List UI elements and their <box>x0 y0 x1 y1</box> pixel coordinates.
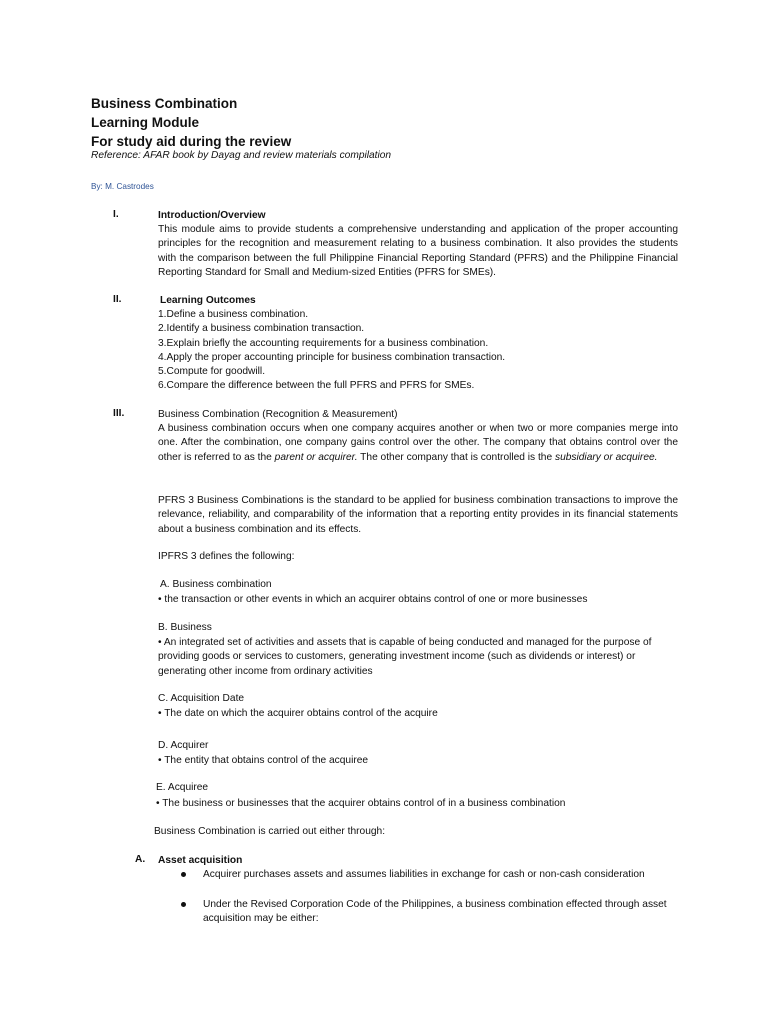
list-item: 2.Identify a business combination transaction. <box>158 323 365 335</box>
section-3-paragraph-2: PFRS 3 Business Combinations is the standard to be applied for business combination transactions to improve the relevance, reliability, and comparability of the information that a reporting entity provides in its financial statements about a business combination and its effects. <box>158 495 678 535</box>
subsection-a-letter: A. <box>135 854 146 865</box>
list-item: 5.Compute for goodwill. <box>158 366 266 378</box>
doc-title-line-2: Learning Module <box>91 115 199 130</box>
list-item: Acquirer purchases assets and assumes liabilities in exchange for cash or non-cash consideration <box>203 869 645 880</box>
section-1-text: This module aims to provide students a comprehensive understanding and application of the proper accounting principles for the recognition and measurement relating to a business combination. It also provides the students with the comparison between the full Philippine Financial Reporting Standard (PFRS) and the Philippine Financial Reporting Standard for Small and Medium-sized Entities (PFRS for SMEs). <box>158 224 678 278</box>
section-2-numeral: II. <box>113 294 122 305</box>
section-3-heading: Business Combination (Recognition & Measurement) <box>158 409 398 420</box>
definition-text-e: • The business or businesses that the acquirer obtains control of in a business combination <box>156 798 566 809</box>
section-3-paragraph-1: A business combination occurs when one company acquires another or when two or more companies merge into one. After the combination, one company gains control over the other. The company that obtains control over the other is referred to as the parent or acquirer. The other company that is controlled is the subsidiary or acquiree. <box>158 423 678 463</box>
reference-line: Reference: AFAR book by Dayag and review materials compilation <box>91 150 392 161</box>
section-3-paragraph-4: Business Combination is carried out either through: <box>154 826 386 837</box>
section-2-heading: Learning Outcomes <box>160 295 256 306</box>
bullet-icon <box>181 872 186 877</box>
definition-text-b: • An integrated set of activities and assets that is capable of being conducted and managed for the purpose of providing goods or services to customers, generating investment income (such as dividends or interest) or generating other income from ordinary activities <box>158 637 652 677</box>
definition-label-b: B. Business <box>158 622 212 633</box>
doc-title-line-3: For study aid during the review <box>91 134 292 149</box>
definition-label-a: A. Business combination <box>160 579 272 590</box>
definition-label-c: C. Acquisition Date <box>158 693 245 704</box>
doc-title-line-1: Business Combination <box>91 96 238 111</box>
definition-text-d: • The entity that obtains control of the acquiree <box>158 755 369 766</box>
section-1-heading: Introduction/Overview <box>158 210 266 221</box>
definition-label-e: E. Acquiree <box>156 782 209 793</box>
definition-text-c: • The date on which the acquirer obtains control of the acquire <box>158 708 438 719</box>
list-item: 1.Define a business combination. <box>158 309 309 320</box>
list-item: Under the Revised Corporation Code of the Philippines, a business combination effected through asset acquisition may be either: <box>203 899 667 925</box>
section-3-numeral: III. <box>113 408 125 419</box>
list-item: 4.Apply the proper accounting principle for business combination transaction. <box>158 351 506 363</box>
definition-label-d: D. Acquirer <box>158 740 209 751</box>
learning-outcomes-list <box>158 308 678 394</box>
list-item: 6.Compare the difference between the full PFRS and PFRS for SMEs. <box>158 380 475 392</box>
bullet-icon <box>181 902 186 907</box>
author-line: By: M. Castrodes <box>91 182 154 191</box>
subsection-a-heading: Asset acquisition <box>158 855 243 866</box>
list-item: 3.Explain briefly the accounting requirements for a business combination. <box>158 337 489 349</box>
definition-text-a: • the transaction or other events in which an acquirer obtains control of one or more businesses <box>158 594 588 605</box>
section-1-numeral: I. <box>113 209 119 220</box>
section-3-paragraph-3: IPFRS 3 defines the following: <box>158 551 295 562</box>
